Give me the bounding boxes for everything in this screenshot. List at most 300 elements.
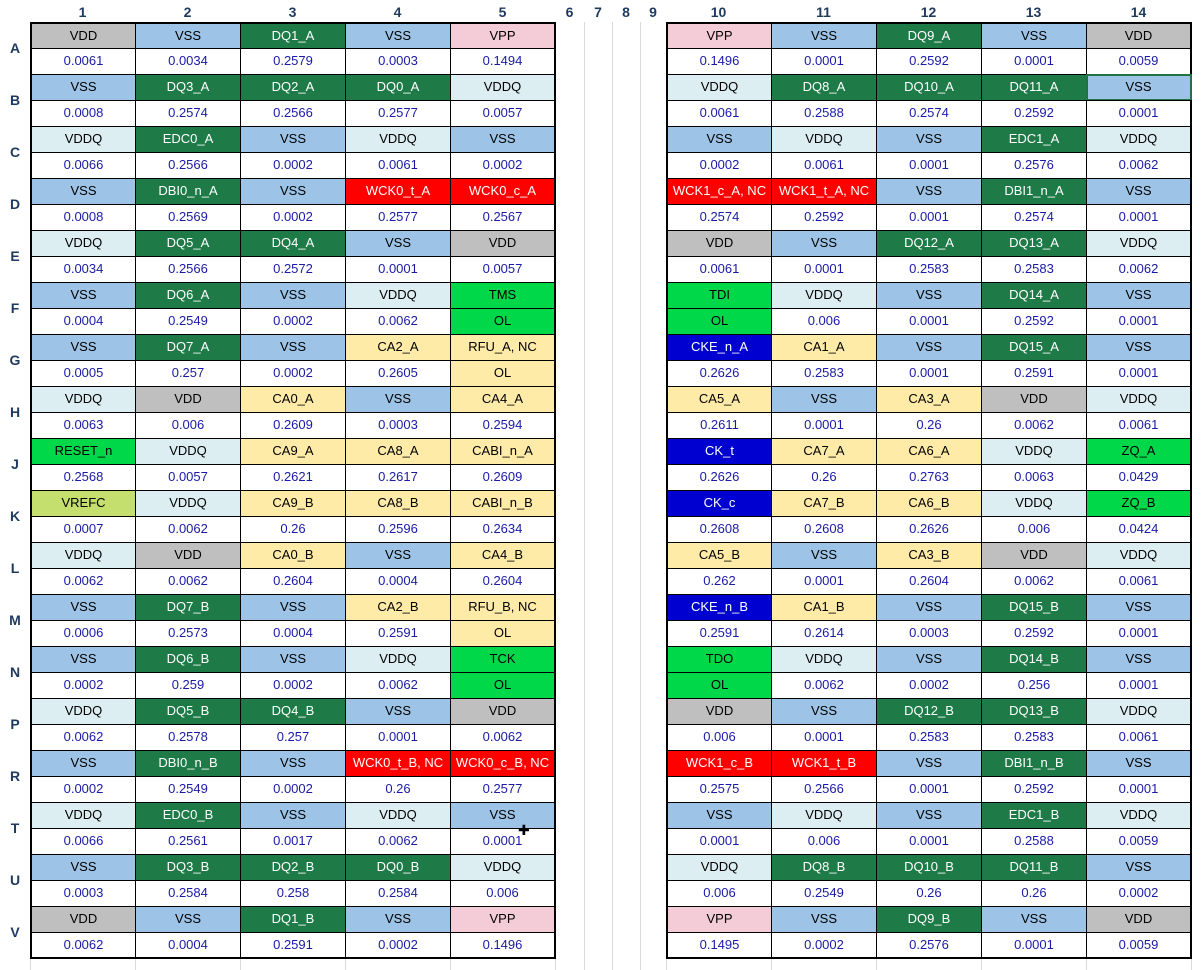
pin-name-D4[interactable]: WCK0_t_A	[345, 178, 451, 205]
pin-name-F4[interactable]: VDDQ	[345, 282, 451, 309]
pin-value-H12[interactable]: 0.26	[876, 412, 982, 439]
pin-value-C11[interactable]: 0.0061	[771, 152, 877, 179]
pin-value-M11[interactable]: 0.2614	[771, 620, 877, 647]
pin-value-G10[interactable]: 0.2626	[666, 360, 772, 387]
pin-name-C1[interactable]: VDDQ	[30, 126, 136, 153]
pin-value-A11[interactable]: 0.0001	[771, 48, 877, 75]
pin-name-C13[interactable]: EDC1_A	[981, 126, 1087, 153]
pin-name-H3[interactable]: CA0_A	[240, 386, 346, 413]
pin-name-C2[interactable]: EDC0_A	[135, 126, 241, 153]
pin-name-G5[interactable]: RFU_A, NC	[450, 334, 556, 361]
pin-value-L4[interactable]: 0.0004	[345, 568, 451, 595]
pin-value-F12[interactable]: 0.0001	[876, 308, 982, 335]
pin-name-E3[interactable]: DQ4_A	[240, 230, 346, 257]
pin-value-T14[interactable]: 0.0059	[1086, 828, 1192, 855]
pin-name-H12[interactable]: CA3_A	[876, 386, 982, 413]
row-header-J[interactable]: J	[11, 456, 19, 472]
pin-name-U14[interactable]: VSS	[1086, 854, 1192, 881]
pin-value-T12[interactable]: 0.0001	[876, 828, 982, 855]
pin-value-A12[interactable]: 0.2592	[876, 48, 982, 75]
pin-value-N2[interactable]: 0.259	[135, 672, 241, 699]
pin-value-L11[interactable]: 0.0001	[771, 568, 877, 595]
pin-value-K5[interactable]: 0.2634	[450, 516, 556, 543]
row-header-M[interactable]: M	[9, 612, 21, 628]
pin-value-M4[interactable]: 0.2591	[345, 620, 451, 647]
pin-value-K1[interactable]: 0.0007	[30, 516, 136, 543]
pin-name-T1[interactable]: VDDQ	[30, 802, 136, 829]
pin-value-E1[interactable]: 0.0034	[30, 256, 136, 283]
pin-name-F13[interactable]: DQ14_A	[981, 282, 1087, 309]
pin-name-G10[interactable]: CKE_n_A	[666, 334, 772, 361]
pin-name-P5[interactable]: VDD	[450, 698, 556, 725]
row-header-U[interactable]: U	[9, 872, 21, 888]
column-header-9[interactable]: 9	[649, 4, 657, 20]
pin-name-P3[interactable]: DQ4_B	[240, 698, 346, 725]
pin-name-P13[interactable]: DQ13_B	[981, 698, 1087, 725]
pin-name-E2[interactable]: DQ5_A	[135, 230, 241, 257]
pin-name-C5[interactable]: VSS	[450, 126, 556, 153]
pin-name-L5[interactable]: CA4_B	[450, 542, 556, 569]
pin-name-K1[interactable]: VREFC	[30, 490, 136, 517]
pin-name-U13[interactable]: DQ11_B	[981, 854, 1087, 881]
pin-value-D1[interactable]: 0.0008	[30, 204, 136, 231]
column-header-5[interactable]: 5	[498, 4, 507, 20]
pin-value-H1[interactable]: 0.0063	[30, 412, 136, 439]
column-header-1[interactable]: 1	[78, 4, 87, 20]
pin-name-T3[interactable]: VSS	[240, 802, 346, 829]
column-header-11[interactable]: 11	[816, 4, 831, 20]
pin-value-H14[interactable]: 0.0061	[1086, 412, 1192, 439]
pin-name-T10[interactable]: VSS	[666, 802, 772, 829]
pin-value-A2[interactable]: 0.0034	[135, 48, 241, 75]
pin-value-J10[interactable]: 0.2626	[666, 464, 772, 491]
row-header-K[interactable]: K	[9, 508, 21, 524]
pin-name-U2[interactable]: DQ3_B	[135, 854, 241, 881]
pin-name-V4[interactable]: VSS	[345, 906, 451, 933]
pin-value-D3[interactable]: 0.0002	[240, 204, 346, 231]
pin-name-M12[interactable]: VSS	[876, 594, 982, 621]
pin-name-T12[interactable]: VSS	[876, 802, 982, 829]
pin-value-N1[interactable]: 0.0002	[30, 672, 136, 699]
column-header-8[interactable]: 8	[622, 4, 630, 20]
pin-name-R2[interactable]: DBI0_n_B	[135, 750, 241, 777]
pin-value-G12[interactable]: 0.0001	[876, 360, 982, 387]
pin-name-M10[interactable]: CKE_n_B	[666, 594, 772, 621]
pin-name-F5[interactable]: TMS	[450, 282, 556, 309]
pin-name-K2[interactable]: VDDQ	[135, 490, 241, 517]
pin-name-B3[interactable]: DQ2_A	[240, 74, 346, 101]
pin-value-P1[interactable]: 0.0062	[30, 724, 136, 751]
pin-value-V12[interactable]: 0.2576	[876, 932, 982, 959]
pin-value-B4[interactable]: 0.2577	[345, 100, 451, 127]
pin-name-P10[interactable]: VDD	[666, 698, 772, 725]
pin-name-H1[interactable]: VDDQ	[30, 386, 136, 413]
pin-value-A5[interactable]: 0.1494	[450, 48, 556, 75]
pin-value-M14[interactable]: 0.0001	[1086, 620, 1192, 647]
pin-value-L10[interactable]: 0.262	[666, 568, 772, 595]
pin-value-V10[interactable]: 0.1495	[666, 932, 772, 959]
pin-name-D12[interactable]: VSS	[876, 178, 982, 205]
pin-value-E5[interactable]: 0.0057	[450, 256, 556, 283]
pin-name-V2[interactable]: VSS	[135, 906, 241, 933]
pin-name-J14[interactable]: ZQ_A	[1086, 438, 1192, 465]
pin-name-E4[interactable]: VSS	[345, 230, 451, 257]
pin-value-U10[interactable]: 0.006	[666, 880, 772, 907]
pin-name-N11[interactable]: VDDQ	[771, 646, 877, 673]
pin-name-T13[interactable]: EDC1_B	[981, 802, 1087, 829]
pin-value-C5[interactable]: 0.0002	[450, 152, 556, 179]
column-header-13[interactable]: 13	[1025, 4, 1042, 20]
pin-name-N12[interactable]: VSS	[876, 646, 982, 673]
pin-name-H10[interactable]: CA5_A	[666, 386, 772, 413]
pin-value-T3[interactable]: 0.0017	[240, 828, 346, 855]
pin-name-G12[interactable]: VSS	[876, 334, 982, 361]
pin-value-D4[interactable]: 0.2577	[345, 204, 451, 231]
pin-value-R12[interactable]: 0.0001	[876, 776, 982, 803]
pin-name-P14[interactable]: VDDQ	[1086, 698, 1192, 725]
pin-name-B4[interactable]: DQ0_A	[345, 74, 451, 101]
pin-value-P2[interactable]: 0.2578	[135, 724, 241, 751]
pin-value-K13[interactable]: 0.006	[981, 516, 1087, 543]
pin-value-L5[interactable]: 0.2604	[450, 568, 556, 595]
pin-name-N3[interactable]: VSS	[240, 646, 346, 673]
pin-value-G5[interactable]: OL	[450, 360, 556, 387]
pin-value-R5[interactable]: 0.2577	[450, 776, 556, 803]
pin-name-P1[interactable]: VDDQ	[30, 698, 136, 725]
pin-name-J11[interactable]: CA7_A	[771, 438, 877, 465]
pin-value-P4[interactable]: 0.0001	[345, 724, 451, 751]
pin-value-U3[interactable]: 0.258	[240, 880, 346, 907]
pin-name-V13[interactable]: VSS	[981, 906, 1087, 933]
pin-value-L2[interactable]: 0.0062	[135, 568, 241, 595]
pin-value-N13[interactable]: 0.256	[981, 672, 1087, 699]
pin-value-J5[interactable]: 0.2609	[450, 464, 556, 491]
pin-value-E4[interactable]: 0.0001	[345, 256, 451, 283]
pin-name-L11[interactable]: VSS	[771, 542, 877, 569]
pin-value-D13[interactable]: 0.2574	[981, 204, 1087, 231]
row-header-T[interactable]: T	[10, 820, 20, 836]
pin-value-K4[interactable]: 0.2596	[345, 516, 451, 543]
pin-value-E13[interactable]: 0.2583	[981, 256, 1087, 283]
pin-value-V2[interactable]: 0.0004	[135, 932, 241, 959]
pin-name-A13[interactable]: VSS	[981, 22, 1087, 49]
pin-value-T13[interactable]: 0.2588	[981, 828, 1087, 855]
pin-name-K13[interactable]: VDDQ	[981, 490, 1087, 517]
column-header-12[interactable]: 12	[920, 4, 937, 20]
pin-value-F14[interactable]: 0.0001	[1086, 308, 1192, 335]
pin-value-B3[interactable]: 0.2566	[240, 100, 346, 127]
pin-name-B2[interactable]: DQ3_A	[135, 74, 241, 101]
pin-value-D14[interactable]: 0.0001	[1086, 204, 1192, 231]
pin-value-N10[interactable]: OL	[666, 672, 772, 699]
pin-name-M11[interactable]: CA1_B	[771, 594, 877, 621]
pin-value-G14[interactable]: 0.0001	[1086, 360, 1192, 387]
pin-name-D13[interactable]: DBI1_n_A	[981, 178, 1087, 205]
pin-name-E5[interactable]: VDD	[450, 230, 556, 257]
pin-value-J3[interactable]: 0.2621	[240, 464, 346, 491]
pin-value-D2[interactable]: 0.2569	[135, 204, 241, 231]
pin-value-D10[interactable]: 0.2574	[666, 204, 772, 231]
pin-value-U11[interactable]: 0.2549	[771, 880, 877, 907]
pin-value-R2[interactable]: 0.2549	[135, 776, 241, 803]
pin-name-U4[interactable]: DQ0_B	[345, 854, 451, 881]
pin-name-N10[interactable]: TDO	[666, 646, 772, 673]
pin-value-R13[interactable]: 0.2592	[981, 776, 1087, 803]
pin-value-L12[interactable]: 0.2604	[876, 568, 982, 595]
pin-value-U13[interactable]: 0.26	[981, 880, 1087, 907]
pin-value-C14[interactable]: 0.0062	[1086, 152, 1192, 179]
pin-name-M3[interactable]: VSS	[240, 594, 346, 621]
pin-value-J14[interactable]: 0.0429	[1086, 464, 1192, 491]
pin-name-E13[interactable]: DQ13_A	[981, 230, 1087, 257]
pin-name-M4[interactable]: CA2_B	[345, 594, 451, 621]
pin-name-U5[interactable]: VDDQ	[450, 854, 556, 881]
row-header-V[interactable]: V	[10, 924, 20, 940]
pin-name-C10[interactable]: VSS	[666, 126, 772, 153]
pin-value-A4[interactable]: 0.0003	[345, 48, 451, 75]
pin-value-J4[interactable]: 0.2617	[345, 464, 451, 491]
row-header-F[interactable]: F	[10, 300, 20, 316]
pin-value-F10[interactable]: OL	[666, 308, 772, 335]
pin-name-B11[interactable]: DQ8_A	[771, 74, 877, 101]
pin-value-T5[interactable]: 0.0001	[450, 828, 556, 855]
pin-name-A14[interactable]: VDD	[1086, 22, 1192, 49]
pin-value-U12[interactable]: 0.26	[876, 880, 982, 907]
pin-name-J10[interactable]: CK_t	[666, 438, 772, 465]
pin-name-E1[interactable]: VDDQ	[30, 230, 136, 257]
pin-value-F4[interactable]: 0.0062	[345, 308, 451, 335]
pin-name-C4[interactable]: VDDQ	[345, 126, 451, 153]
pin-name-M13[interactable]: DQ15_B	[981, 594, 1087, 621]
row-header-B[interactable]: B	[9, 92, 21, 108]
pin-name-V11[interactable]: VSS	[771, 906, 877, 933]
pin-name-T14[interactable]: VDDQ	[1086, 802, 1192, 829]
pin-name-N13[interactable]: DQ14_B	[981, 646, 1087, 673]
pin-value-E10[interactable]: 0.0061	[666, 256, 772, 283]
pin-value-F13[interactable]: 0.2592	[981, 308, 1087, 335]
pin-value-K2[interactable]: 0.0062	[135, 516, 241, 543]
pin-value-K3[interactable]: 0.26	[240, 516, 346, 543]
pin-value-P3[interactable]: 0.257	[240, 724, 346, 751]
pin-name-L1[interactable]: VDDQ	[30, 542, 136, 569]
pin-name-D3[interactable]: VSS	[240, 178, 346, 205]
pin-name-P12[interactable]: DQ12_B	[876, 698, 982, 725]
pin-name-F10[interactable]: TDI	[666, 282, 772, 309]
pin-name-J13[interactable]: VDDQ	[981, 438, 1087, 465]
pin-value-N3[interactable]: 0.0002	[240, 672, 346, 699]
pin-value-T11[interactable]: 0.006	[771, 828, 877, 855]
column-header-14[interactable]: 14	[1130, 4, 1147, 20]
pin-value-L3[interactable]: 0.2604	[240, 568, 346, 595]
pin-value-T2[interactable]: 0.2561	[135, 828, 241, 855]
pin-name-F14[interactable]: VSS	[1086, 282, 1192, 309]
pin-value-L1[interactable]: 0.0062	[30, 568, 136, 595]
pin-value-N5[interactable]: OL	[450, 672, 556, 699]
pin-name-R14[interactable]: VSS	[1086, 750, 1192, 777]
pin-value-K14[interactable]: 0.0424	[1086, 516, 1192, 543]
pin-value-J13[interactable]: 0.0063	[981, 464, 1087, 491]
pin-value-G2[interactable]: 0.257	[135, 360, 241, 387]
pin-value-V5[interactable]: 0.1496	[450, 932, 556, 959]
pin-value-A1[interactable]: 0.0061	[30, 48, 136, 75]
pin-name-J5[interactable]: CABI_n_A	[450, 438, 556, 465]
pin-name-N4[interactable]: VDDQ	[345, 646, 451, 673]
pin-value-U2[interactable]: 0.2584	[135, 880, 241, 907]
pin-name-K11[interactable]: CA7_B	[771, 490, 877, 517]
pin-value-C12[interactable]: 0.0001	[876, 152, 982, 179]
pin-name-V5[interactable]: VPP	[450, 906, 556, 933]
pin-name-M1[interactable]: VSS	[30, 594, 136, 621]
pin-value-C2[interactable]: 0.2566	[135, 152, 241, 179]
pin-value-E2[interactable]: 0.2566	[135, 256, 241, 283]
pin-name-M14[interactable]: VSS	[1086, 594, 1192, 621]
pin-name-A10[interactable]: VPP	[666, 22, 772, 49]
pin-name-M2[interactable]: DQ7_B	[135, 594, 241, 621]
pin-value-B5[interactable]: 0.0057	[450, 100, 556, 127]
pin-name-R13[interactable]: DBI1_n_B	[981, 750, 1087, 777]
pin-value-B10[interactable]: 0.0061	[666, 100, 772, 127]
pin-value-N12[interactable]: 0.0002	[876, 672, 982, 699]
pin-value-T1[interactable]: 0.0066	[30, 828, 136, 855]
pin-value-C4[interactable]: 0.0061	[345, 152, 451, 179]
pin-name-L10[interactable]: CA5_B	[666, 542, 772, 569]
pin-name-H2[interactable]: VDD	[135, 386, 241, 413]
column-header-2[interactable]: 2	[183, 4, 192, 20]
pin-name-R3[interactable]: VSS	[240, 750, 346, 777]
pin-name-N14[interactable]: VSS	[1086, 646, 1192, 673]
column-header-3[interactable]: 3	[288, 4, 297, 20]
pin-name-M5[interactable]: RFU_B, NC	[450, 594, 556, 621]
pin-name-A4[interactable]: VSS	[345, 22, 451, 49]
column-header-4[interactable]: 4	[393, 4, 402, 20]
pin-name-V14[interactable]: VDD	[1086, 906, 1192, 933]
pin-value-E12[interactable]: 0.2583	[876, 256, 982, 283]
pin-value-V11[interactable]: 0.0002	[771, 932, 877, 959]
row-header-R[interactable]: R	[9, 768, 21, 784]
pin-value-M13[interactable]: 0.2592	[981, 620, 1087, 647]
pin-name-U3[interactable]: DQ2_B	[240, 854, 346, 881]
pin-name-G13[interactable]: DQ15_A	[981, 334, 1087, 361]
column-header-6[interactable]: 6	[565, 4, 574, 20]
row-header-H[interactable]: H	[9, 404, 21, 420]
pin-value-F1[interactable]: 0.0004	[30, 308, 136, 335]
pin-value-K11[interactable]: 0.2608	[771, 516, 877, 543]
pin-name-R12[interactable]: VSS	[876, 750, 982, 777]
pin-value-V13[interactable]: 0.0001	[981, 932, 1087, 959]
pin-value-H2[interactable]: 0.006	[135, 412, 241, 439]
pin-value-P11[interactable]: 0.0001	[771, 724, 877, 751]
pin-name-C14[interactable]: VDDQ	[1086, 126, 1192, 153]
pin-value-R11[interactable]: 0.2566	[771, 776, 877, 803]
pin-value-A13[interactable]: 0.0001	[981, 48, 1087, 75]
pin-value-L14[interactable]: 0.0061	[1086, 568, 1192, 595]
pin-name-J1[interactable]: RESET_n	[30, 438, 136, 465]
pin-name-C3[interactable]: VSS	[240, 126, 346, 153]
pin-name-U11[interactable]: DQ8_B	[771, 854, 877, 881]
pin-name-K5[interactable]: CABI_n_B	[450, 490, 556, 517]
pin-value-P10[interactable]: 0.006	[666, 724, 772, 751]
pin-name-K12[interactable]: CA6_B	[876, 490, 982, 517]
pin-value-P12[interactable]: 0.2583	[876, 724, 982, 751]
pin-value-V1[interactable]: 0.0062	[30, 932, 136, 959]
column-header-7[interactable]: 7	[594, 4, 602, 20]
pin-value-D12[interactable]: 0.0001	[876, 204, 982, 231]
pin-name-D10[interactable]: WCK1_c_A, NC	[666, 178, 772, 205]
pin-value-K12[interactable]: 0.2626	[876, 516, 982, 543]
pin-name-D2[interactable]: DBI0_n_A	[135, 178, 241, 205]
pin-value-C13[interactable]: 0.2576	[981, 152, 1087, 179]
pin-name-K3[interactable]: CA9_B	[240, 490, 346, 517]
pin-name-F11[interactable]: VDDQ	[771, 282, 877, 309]
pin-name-D1[interactable]: VSS	[30, 178, 136, 205]
pin-name-H14[interactable]: VDDQ	[1086, 386, 1192, 413]
pin-value-D11[interactable]: 0.2592	[771, 204, 877, 231]
pin-value-G11[interactable]: 0.2583	[771, 360, 877, 387]
pin-value-G1[interactable]: 0.0005	[30, 360, 136, 387]
pin-name-V12[interactable]: DQ9_B	[876, 906, 982, 933]
pin-value-V3[interactable]: 0.2591	[240, 932, 346, 959]
pin-name-E12[interactable]: DQ12_A	[876, 230, 982, 257]
pin-name-P4[interactable]: VSS	[345, 698, 451, 725]
pin-value-A14[interactable]: 0.0059	[1086, 48, 1192, 75]
pin-value-K10[interactable]: 0.2608	[666, 516, 772, 543]
pin-name-U10[interactable]: VDDQ	[666, 854, 772, 881]
pin-name-H5[interactable]: CA4_A	[450, 386, 556, 413]
pin-value-N4[interactable]: 0.0062	[345, 672, 451, 699]
pin-value-F5[interactable]: OL	[450, 308, 556, 335]
pin-name-U1[interactable]: VSS	[30, 854, 136, 881]
pin-value-U5[interactable]: 0.006	[450, 880, 556, 907]
pin-name-L4[interactable]: VSS	[345, 542, 451, 569]
pin-name-R1[interactable]: VSS	[30, 750, 136, 777]
pin-value-U4[interactable]: 0.2584	[345, 880, 451, 907]
pin-name-G11[interactable]: CA1_A	[771, 334, 877, 361]
row-header-N[interactable]: N	[9, 664, 21, 680]
pin-value-H11[interactable]: 0.0001	[771, 412, 877, 439]
pin-name-K10[interactable]: CK_c	[666, 490, 772, 517]
pin-value-J2[interactable]: 0.0057	[135, 464, 241, 491]
pin-name-G14[interactable]: VSS	[1086, 334, 1192, 361]
pin-name-F3[interactable]: VSS	[240, 282, 346, 309]
pin-value-R10[interactable]: 0.2575	[666, 776, 772, 803]
pin-name-H13[interactable]: VDD	[981, 386, 1087, 413]
pin-value-N14[interactable]: 0.0001	[1086, 672, 1192, 699]
pin-value-R14[interactable]: 0.0001	[1086, 776, 1192, 803]
pin-name-T2[interactable]: EDC0_B	[135, 802, 241, 829]
pin-name-E11[interactable]: VSS	[771, 230, 877, 257]
pin-name-C11[interactable]: VDDQ	[771, 126, 877, 153]
pin-name-B5[interactable]: VDDQ	[450, 74, 556, 101]
row-header-E[interactable]: E	[10, 248, 20, 264]
pin-value-N11[interactable]: 0.0062	[771, 672, 877, 699]
pin-name-T5[interactable]: VSS	[450, 802, 556, 829]
pin-name-T11[interactable]: VDDQ	[771, 802, 877, 829]
pin-value-F3[interactable]: 0.0002	[240, 308, 346, 335]
pin-name-B1[interactable]: VSS	[30, 74, 136, 101]
pin-name-P11[interactable]: VSS	[771, 698, 877, 725]
pin-name-F2[interactable]: DQ6_A	[135, 282, 241, 309]
pin-name-J2[interactable]: VDDQ	[135, 438, 241, 465]
row-header-C[interactable]: C	[9, 144, 21, 160]
pin-value-J11[interactable]: 0.26	[771, 464, 877, 491]
pin-name-R11[interactable]: WCK1_t_B	[771, 750, 877, 777]
pin-name-N2[interactable]: DQ6_B	[135, 646, 241, 673]
pin-value-C10[interactable]: 0.0002	[666, 152, 772, 179]
pin-name-V3[interactable]: DQ1_B	[240, 906, 346, 933]
pin-name-T4[interactable]: VDDQ	[345, 802, 451, 829]
pin-value-U14[interactable]: 0.0002	[1086, 880, 1192, 907]
pin-name-F12[interactable]: VSS	[876, 282, 982, 309]
